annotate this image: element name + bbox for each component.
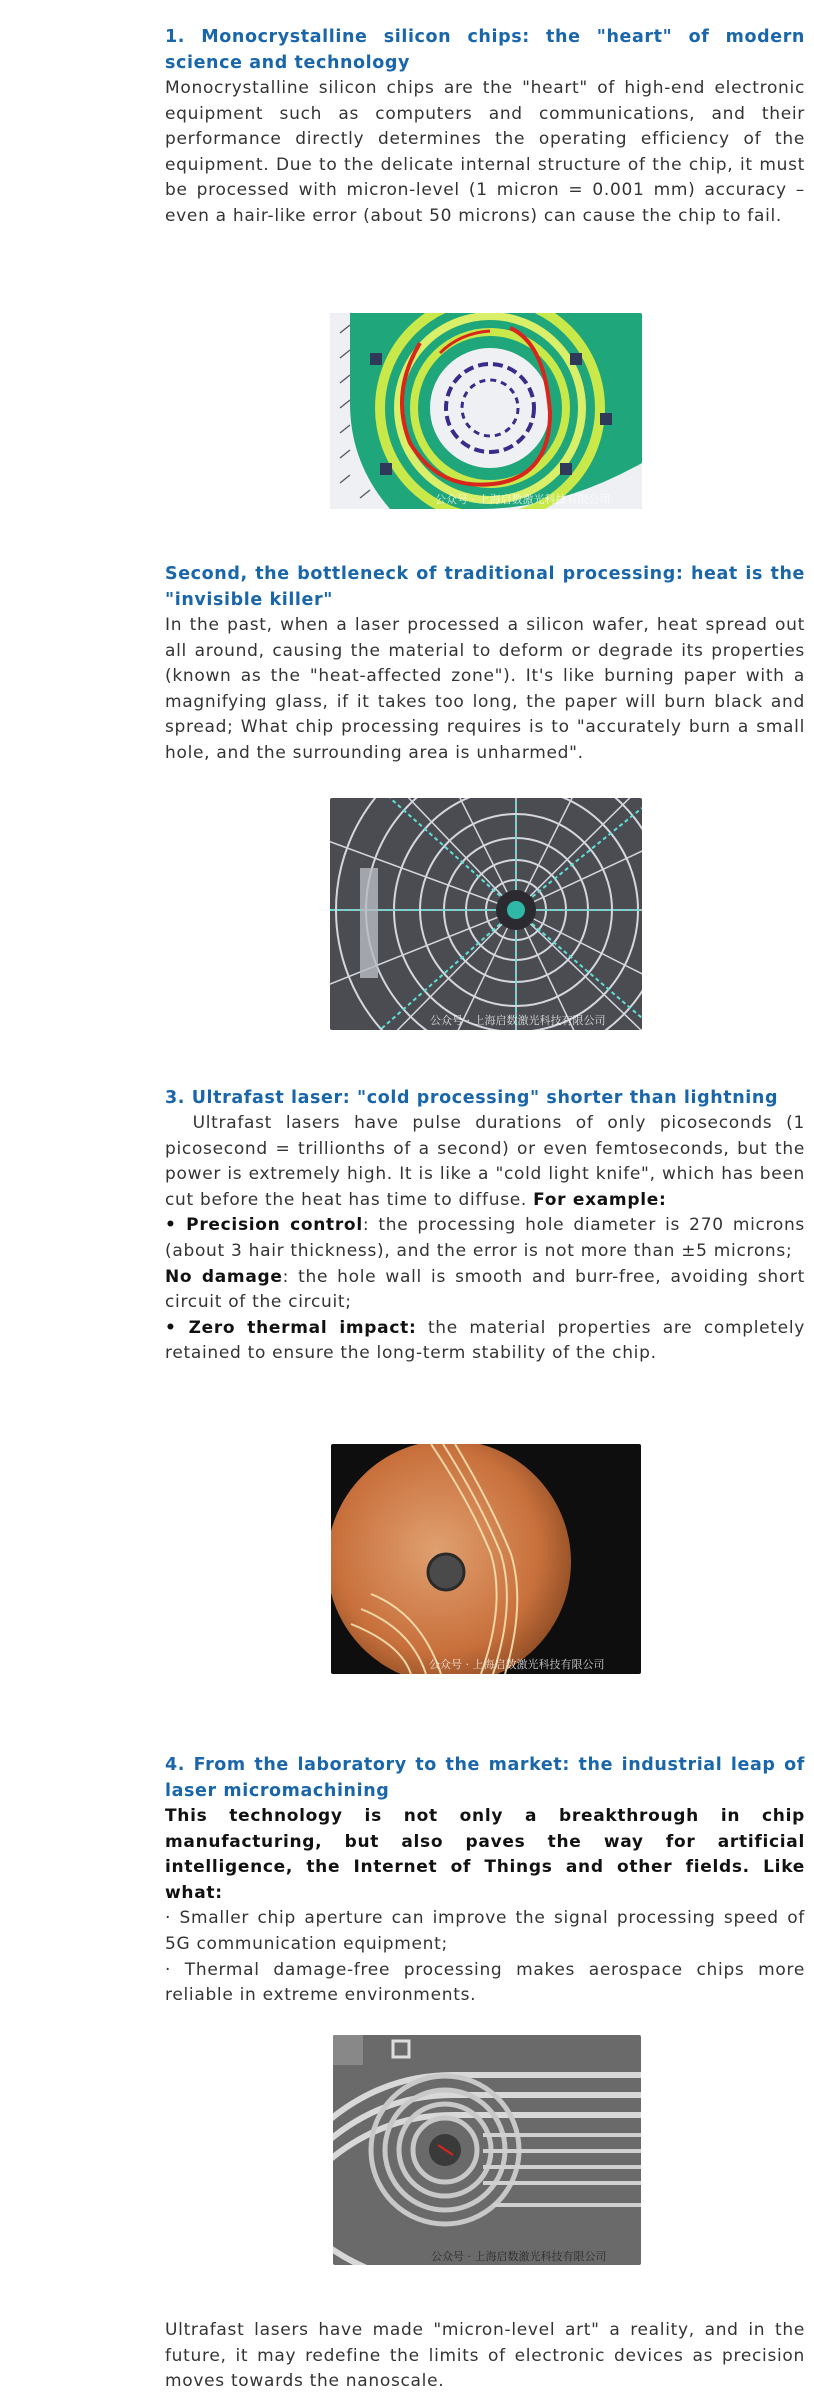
- bullet-no-damage-text: : the hole wall is smooth and burr-free, avoiding short circuit of the circuit;: [165, 1266, 805, 1313]
- section-1: [165, 24, 805, 230]
- section-3-intro-bold: For example:: [533, 1189, 667, 1210]
- section-3: [165, 1085, 805, 1367]
- bullet-zero-thermal-text: the material properties are completely retained to ensure the long-term stability of the chip.: [165, 1317, 806, 1364]
- bullet-no-damage: [165, 1265, 805, 1316]
- chip-layout-image: [330, 313, 642, 509]
- section-1-body: Monocrystalline silicon chips are the "heart" of high-end electronic equipment such as computers and communications, and their performance directly determines the operating efficiency of the equipment. Due to the delicate internal structure of the chip, it must be processed with micron-level (1 micron = 0.001 mm) accuracy – even a hair-like error (about 50 microns) can cause the chip to fail.: [165, 78, 805, 226]
- microscope-graphic: [331, 1444, 641, 1674]
- section-3-intro: [165, 1111, 805, 1213]
- radial-structure-image: [330, 798, 642, 1030]
- circuit-image: [333, 2035, 641, 2265]
- section-1-heading: 1. Monocrystalline silicon chips: the "heart" of modern science and technology: [165, 27, 805, 73]
- closing-section: [165, 2318, 805, 2395]
- chip-layout-graphic: [330, 313, 642, 509]
- watermark-1: 公众号 · 上海启数激光科技有限公司: [435, 493, 611, 506]
- section-4: [165, 1752, 805, 2009]
- section-2-heading: Second, the bottleneck of traditional processing: heat is the "invisible killer": [165, 564, 805, 610]
- section-2: [165, 561, 805, 767]
- bullet-precision-label: • Precision control: [165, 1215, 363, 1236]
- bullet-zero-thermal: [165, 1316, 805, 1367]
- bullet-no-damage-label: No damage: [165, 1266, 283, 1287]
- bullet-precision-control: [165, 1213, 805, 1264]
- watermark-2: 公众号 · 上海启数激光科技有限公司: [430, 1014, 606, 1027]
- section-2-body: In the past, when a laser processed a silicon wafer, heat spread out all around, causing the material to deform or degrade its properties (known as the "heat-affected zone"). It's like burning paper with a magnifying glass, if it takes too long, the paper will burn black and spread; What chip processing requires is to "accurately burn a small hole, and the surrounding area is unharmed".: [165, 615, 805, 763]
- section-3-intro-text: Ultrafast lasers have pulse durations of only picoseconds (1 picosecond = trillionths of a second) or even femtoseconds, but the power is extremely high. It is like a "cold light knife", which has been cut before the heat has time to diffuse.: [165, 1113, 805, 1210]
- radial-structure-graphic: [330, 798, 642, 1030]
- section-4-item-1: · Smaller chip aperture can improve the signal processing speed of 5G communication equipment;: [165, 1908, 805, 1954]
- section-4-item-2: · Thermal damage-free processing makes aerospace chips more reliable in extreme environments.: [165, 1959, 805, 2006]
- section-4-bold-intro: This technology is not only a breakthrough in chip manufacturing, but also paves the way for artificial intelligence, the Internet of Things and other fields. Like what:: [165, 1806, 805, 1903]
- section-3-heading: 3. Ultrafast laser: "cold processing" shorter than lightning: [165, 1088, 779, 1108]
- section-4-heading: 4. From the laboratory to the market: the industrial leap of laser micromachining: [165, 1755, 805, 1801]
- watermark-4: 公众号 · 上海启数激光科技有限公司: [431, 2250, 607, 2263]
- microscope-image: [331, 1444, 641, 1674]
- circuit-graphic: [333, 2035, 641, 2265]
- closing-paragraph: Ultrafast lasers have made "micron-level art" a reality, and in the future, it may redefine the limits of electronic devices as precision moves towards the nanoscale.: [165, 2320, 805, 2392]
- bullet-zero-thermal-label: • Zero thermal impact:: [165, 1317, 417, 1338]
- bullet-precision-text: : the processing hole diameter is 270 microns (about 3 hair thickness), and the error is not more than ±5 microns;: [165, 1215, 805, 1261]
- watermark-3: 公众号 · 上海启数激光科技有限公司: [429, 1658, 605, 1671]
